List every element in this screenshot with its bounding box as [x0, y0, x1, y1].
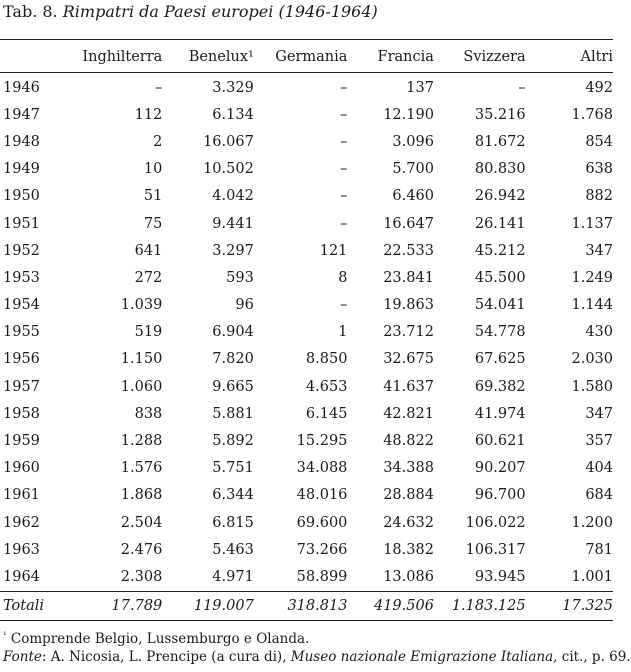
cell-svizzera: 45.500	[474, 269, 526, 286]
cell-francia: 22.533	[383, 242, 434, 259]
cell-germania: –	[340, 133, 348, 150]
cell-svizzera: 54.041	[474, 297, 526, 314]
col-header-francia: Francia	[377, 49, 434, 65]
table-row	[0, 400, 613, 427]
cell-germania: –	[340, 161, 348, 178]
cell-year: 1952	[3, 242, 40, 259]
header-row	[0, 40, 613, 74]
cell-inghilterra: 10	[143, 161, 163, 178]
total-germania: 318.813	[287, 597, 348, 614]
cell-year: 1948	[3, 133, 40, 150]
cell-benelux: 96	[235, 297, 254, 314]
cell-inghilterra: 838	[134, 405, 163, 422]
cell-svizzera: 45.212	[474, 242, 526, 259]
cell-francia: 42.821	[383, 405, 434, 422]
total-year: Totali	[3, 597, 45, 614]
cell-altri: 430	[585, 324, 613, 341]
cell-germania: –	[340, 106, 348, 123]
cell-inghilterra: –	[155, 79, 163, 96]
cell-benelux: 7.820	[212, 351, 254, 368]
total-inghilterra: 17.789	[111, 597, 163, 614]
table-row	[0, 292, 613, 319]
cell-altri: 638	[585, 161, 613, 178]
cell-germania: 8.850	[305, 351, 348, 368]
cell-year: 1956	[3, 351, 40, 368]
table-caption	[3, 1, 378, 23]
cell-svizzera: 26.942	[474, 188, 526, 205]
cell-germania: 34.088	[296, 460, 348, 477]
footnote-marker: ¹	[3, 631, 7, 641]
source-text: : A. Nicosia, L. Prencipe (a cura di),	[41, 649, 291, 665]
cell-year: 1958	[3, 405, 40, 422]
cell-francia: 23.841	[383, 269, 434, 286]
cell-germania: 69.600	[296, 514, 348, 531]
cell-francia: 24.632	[383, 514, 434, 531]
cell-altri: 854	[585, 133, 613, 150]
total-francia: 419.506	[373, 597, 434, 614]
cell-year: 1961	[3, 487, 40, 504]
footnote	[3, 627, 309, 648]
col-header-svizzera: Svizzera	[463, 49, 526, 65]
cell-year: 1964	[3, 568, 40, 585]
cell-francia: 5.700	[392, 161, 434, 178]
cell-benelux: 9.665	[212, 378, 254, 395]
cell-inghilterra: 51	[143, 188, 163, 205]
cell-francia: 19.863	[383, 297, 434, 314]
cell-benelux: 6.344	[212, 487, 254, 504]
cell-germania: 121	[319, 242, 348, 259]
cell-altri: 404	[585, 460, 613, 477]
col-header-inghilterra: Inghilterra	[82, 49, 163, 65]
cell-germania: 6.145	[305, 405, 348, 422]
cell-altri: 781	[585, 541, 613, 558]
cell-benelux: 5.881	[212, 405, 254, 422]
cell-francia: 16.647	[383, 215, 434, 232]
table-row	[0, 373, 613, 400]
cell-benelux: 5.892	[212, 433, 254, 450]
cell-benelux: 9.441	[212, 215, 254, 232]
cell-year: 1957	[3, 378, 40, 395]
cell-altri: 1.144	[571, 297, 613, 314]
cell-svizzera: 106.022	[465, 514, 526, 531]
table-row	[0, 264, 613, 291]
table-row	[0, 128, 613, 155]
cell-altri: 1.768	[571, 106, 613, 123]
cell-germania: 1	[338, 324, 348, 341]
caption-number: Tab. 8.	[3, 2, 58, 21]
total-svizzera: 1.183.125	[451, 597, 526, 614]
cell-svizzera: 69.382	[474, 378, 526, 395]
cell-svizzera: 35.216	[474, 106, 526, 123]
cell-svizzera: 80.830	[474, 161, 526, 178]
cell-svizzera: 67.625	[474, 351, 526, 368]
table-body	[0, 74, 613, 621]
cell-benelux: 4.971	[212, 568, 254, 585]
cell-inghilterra: 272	[134, 269, 163, 286]
table-row	[0, 482, 613, 509]
cell-francia: 12.190	[383, 106, 434, 123]
cell-germania: 48.016	[296, 487, 348, 504]
cell-svizzera: 54.778	[474, 324, 526, 341]
cell-benelux: 593	[226, 269, 254, 286]
cell-inghilterra: 2.504	[120, 514, 163, 531]
cell-svizzera: 81.672	[474, 133, 526, 150]
cell-altri: 1.249	[571, 269, 613, 286]
cell-year: 1950	[3, 188, 40, 205]
cell-francia: 137	[406, 79, 434, 96]
cell-francia: 13.086	[383, 568, 434, 585]
cell-altri: 492	[585, 79, 613, 96]
cell-francia: 18.382	[383, 541, 434, 558]
cell-inghilterra: 2.476	[120, 541, 163, 558]
cell-inghilterra: 1.288	[120, 433, 163, 450]
source-text-end: , cit., p. 69.	[553, 649, 631, 665]
table-row	[0, 455, 613, 482]
table-row	[0, 237, 613, 264]
cell-francia: 34.388	[383, 460, 434, 477]
cell-inghilterra: 641	[134, 242, 163, 259]
cell-inghilterra: 1.039	[120, 297, 163, 314]
cell-year: 1959	[3, 433, 40, 450]
cell-germania: 8	[338, 269, 348, 286]
cell-francia: 32.675	[383, 351, 434, 368]
cell-inghilterra: 519	[134, 324, 163, 341]
cell-benelux: 5.751	[212, 460, 254, 477]
cell-inghilterra: 75	[143, 215, 163, 232]
cell-altri: 684	[585, 487, 613, 504]
cell-svizzera: 41.974	[474, 405, 526, 422]
total-altri: 17.325	[562, 597, 613, 614]
table-row	[0, 346, 613, 373]
cell-benelux: 16.067	[203, 133, 254, 150]
cell-svizzera: 26.141	[474, 215, 526, 232]
cell-year: 1960	[3, 460, 40, 477]
cell-inghilterra: 1.060	[120, 378, 163, 395]
cell-year: 1955	[3, 324, 40, 341]
cell-francia: 41.637	[383, 378, 434, 395]
source-work: Museo nazionale Emigrazione Italiana	[290, 649, 554, 665]
cell-year: 1953	[3, 269, 40, 286]
cell-francia: 3.096	[392, 133, 434, 150]
cell-svizzera: 90.207	[474, 460, 526, 477]
table-row	[0, 156, 613, 183]
cell-germania: –	[340, 297, 348, 314]
cell-germania: 73.266	[296, 541, 348, 558]
table-row	[0, 183, 613, 210]
table-row	[0, 427, 613, 454]
cell-inghilterra: 1.576	[120, 460, 163, 477]
cell-inghilterra: 112	[134, 106, 163, 123]
bottom-rule	[0, 620, 613, 621]
cell-altri: 1.001	[571, 568, 613, 585]
cell-germania: –	[340, 215, 348, 232]
cell-benelux: 6.134	[212, 106, 254, 123]
cell-year: 1954	[3, 297, 40, 314]
total-benelux: 119.007	[193, 597, 254, 614]
cell-inghilterra: 1.150	[120, 351, 163, 368]
cell-benelux: 6.815	[212, 514, 254, 531]
cell-francia: 23.712	[383, 324, 434, 341]
cell-svizzera: 96.700	[474, 487, 526, 504]
totals-rule	[0, 591, 613, 592]
cell-inghilterra: 1.868	[120, 487, 163, 504]
cell-altri: 1.200	[571, 514, 613, 531]
cell-altri: 347	[585, 405, 613, 422]
cell-altri: 357	[585, 433, 613, 450]
cell-francia: 28.884	[383, 487, 434, 504]
table-row	[0, 563, 613, 590]
table-row	[0, 101, 613, 128]
cell-svizzera: 106.317	[465, 541, 526, 558]
header-rule	[0, 72, 613, 73]
cell-benelux: 4.042	[212, 188, 254, 205]
cell-year: 1949	[3, 161, 40, 178]
cell-year: 1951	[3, 215, 40, 232]
col-header-germania: Germania	[275, 49, 348, 65]
cell-altri: 347	[585, 242, 613, 259]
cell-benelux: 10.502	[203, 161, 254, 178]
cell-germania: 4.653	[305, 378, 348, 395]
table-row	[0, 74, 613, 101]
table-row	[0, 210, 613, 237]
col-header-benelux: Benelux¹	[188, 49, 254, 65]
source-label: Fonte	[3, 649, 42, 665]
cell-francia: 6.460	[392, 188, 434, 205]
cell-year: 1963	[3, 541, 40, 558]
cell-germania: 58.899	[296, 568, 348, 585]
caption-title: Rimpatri da Paesi europei (1946-1964)	[62, 2, 378, 21]
cell-altri: 882	[585, 188, 613, 205]
cell-benelux: 5.463	[212, 541, 254, 558]
table-row	[0, 319, 613, 346]
footnote-text: Comprende Belgio, Lussemburgo e Olanda.	[10, 631, 310, 647]
cell-year: 1946	[3, 79, 40, 96]
cell-benelux: 6.904	[212, 324, 254, 341]
cell-altri: 1.137	[571, 215, 613, 232]
cell-inghilterra: 2	[153, 133, 163, 150]
cell-inghilterra: 2.308	[120, 568, 163, 585]
table-row	[0, 536, 613, 563]
col-header-altri: Altri	[580, 49, 613, 65]
col-header-year	[0, 40, 63, 74]
cell-germania: –	[340, 79, 348, 96]
source-note	[3, 648, 631, 666]
cell-benelux: 3.329	[212, 79, 254, 96]
table-row	[0, 509, 613, 536]
cell-svizzera: 60.621	[474, 433, 526, 450]
cell-benelux: 3.297	[212, 242, 254, 259]
repatriation-table	[0, 40, 613, 621]
cell-svizzera: 93.945	[474, 568, 526, 585]
cell-francia: 48.822	[383, 433, 434, 450]
totals-row	[0, 591, 613, 621]
cell-year: 1962	[3, 514, 40, 531]
cell-germania: 15.295	[296, 433, 348, 450]
cell-germania: –	[340, 188, 348, 205]
cell-year: 1947	[3, 106, 40, 123]
cell-altri: 2.030	[571, 351, 613, 368]
cell-altri: 1.580	[571, 378, 613, 395]
cell-svizzera: –	[518, 79, 526, 96]
